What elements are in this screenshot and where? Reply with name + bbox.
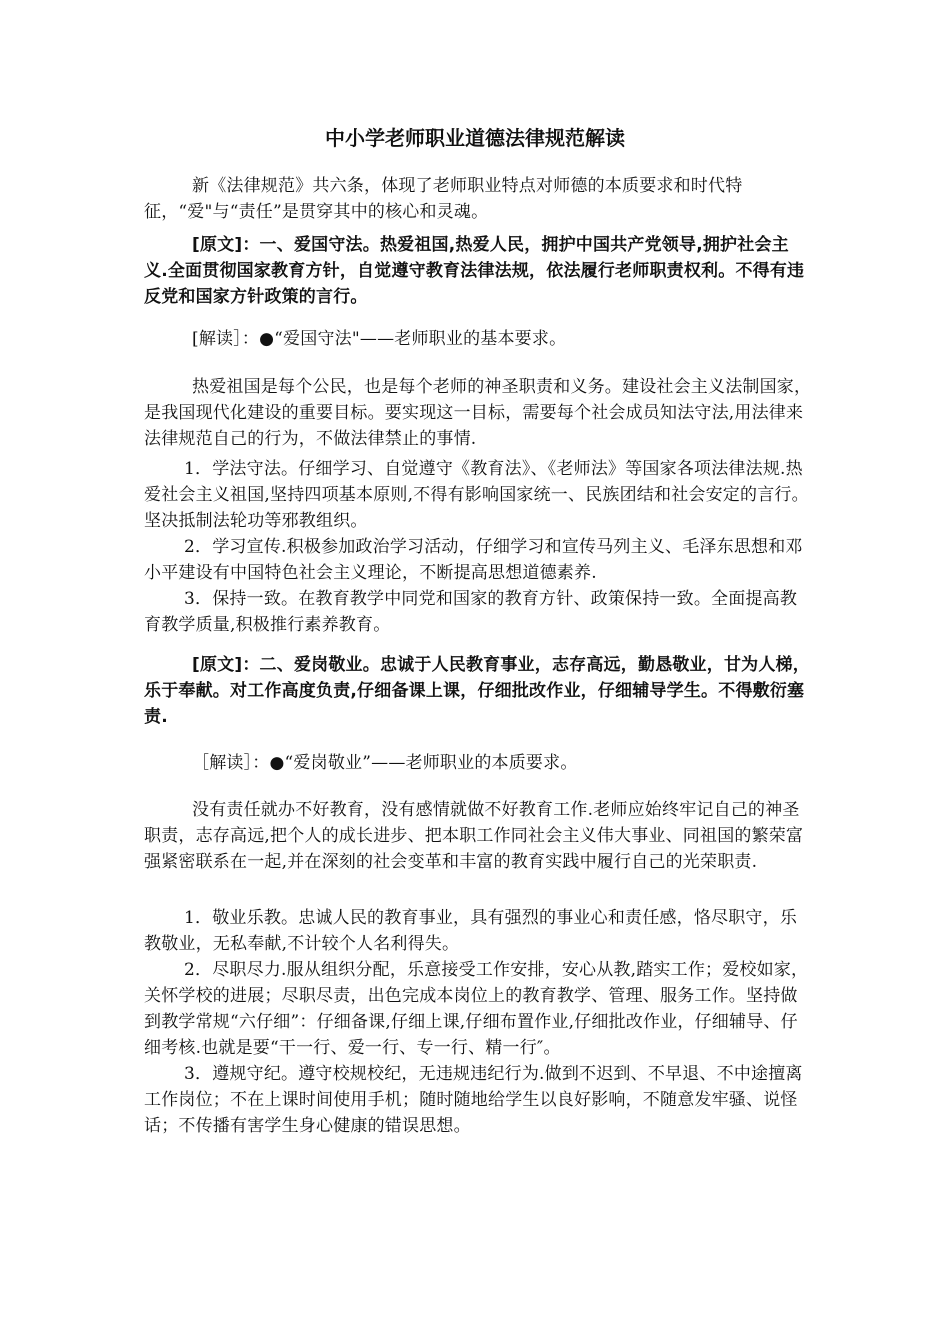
section2-original-block — [144, 652, 812, 730]
section2-body-block — [144, 797, 812, 875]
list-item: 3．遵规守纪。遵守校规校纪，无违规违纪行为.做到不迟到、不早退、不中途擅离工作岗位；不在上课时间使用手机；随时随地给学生以良好影响，不随意发牢骚、说怪话；不传播有害学生身心健康的错误思想。 — [144, 1064, 803, 1136]
section2-items-block — [144, 905, 812, 1139]
list-item: 2．学习宣传.积极参加政治学习活动，仔细学习和宣传马列主义、毛泽东思想和邓小平建设有中国特色社会主义理论，不断提高思想道德素养. — [144, 537, 803, 583]
section1-original: [原文]：一、爱国守法。热爱祖国,热爱人民，拥护中国共产党领导,拥护社会主义.全面贯彻国家教育方针，自觉遵守教育法律法规，依法履行老师职责权利。不得有违反党和国家方针政策的言行。 — [144, 235, 805, 307]
section2-interpretation: ［解读］：●“爱岗敬业”——老师职业的本质要求。 — [192, 753, 578, 773]
intro-paragraph: 新《法律规范》共六条，体现了老师职业特点对师德的本质要求和时代特征，“爱"与“责任”是贯穿其中的核心和灵魂。 — [144, 176, 743, 222]
section1-body: 热爱祖国是每个公民，也是每个老师的神圣职责和义务。建设社会主义法制国家，是我国现代化建设的重要目标。要实现这一目标，需要每个社会成员知法守法,用法律来法律规范自己的行为，不做法律禁止的事情. — [144, 377, 812, 449]
section1-interpretation: [解读］：●“爱国守法"——老师职业的基本要求。 — [192, 329, 567, 349]
list-item: 3．保持一致。在教育教学中同党和国家的教育方针、政策保持一致。全面提高教育教学质量,积极推行素养教育。 — [144, 589, 798, 635]
intro-block — [144, 173, 812, 225]
section1-body-block — [144, 374, 812, 452]
section2-body: 没有责任就办不好教育，没有感情就做不好教育工作.老师应始终牢记自己的神圣职责，志存高远,把个人的成长进步、把本职工作同社会主义伟大事业、同祖国的繁荣富强紧密联系在一起,并在深刻的社会变革和丰富的教育实践中履行自己的光荣职责. — [144, 800, 804, 872]
list-item: 1．敬业乐教。忠诚人民的教育事业，具有强烈的事业心和责任感，恪尽职守，乐教敬业，无私奉献,不计较个人名利得失。 — [144, 908, 798, 954]
section1-interpretation-block — [192, 326, 812, 352]
section1-original-block — [144, 232, 812, 310]
section2-interpretation-block — [192, 750, 812, 776]
list-item: 2．尽职尽力.服从组织分配，乐意接受工作安排，安心从教,踏实工作；爱校如家，关怀学校的进展；尽职尽责，出色完成本岗位上的教育教学、管理、服务工作。坚持做到教学常规“六仔细”：仔细备课,仔细上课,仔细布置作业,仔细批改作业，仔细辅导、仔细考核.也就是要“干一行、爱一行、专一行、精一行″。 — [144, 960, 809, 1058]
section2-original: [原文]：二、爱岗敬业。忠诚于人民教育事业，志存高远，勤恳敬业，甘为人梯，乐于奉献。对工作高度负责,仔细备课上课，仔细批改作业，仔细辅导学生。不得敷衍塞责. — [144, 655, 810, 727]
page-title: 中小学老师职业道德法律规范解读 — [325, 126, 625, 150]
section1-items-block — [144, 456, 812, 638]
list-item: 1．学法守法。仔细学习、自觉遵守《教育法》、《老师法》等国家各项法律法规.热爱社会主义祖国,坚持四项基本原则,不得有影响国家统一、民族团结和社会安定的言行。坚决抵制法轮功等邪教组织。 — [144, 459, 809, 531]
